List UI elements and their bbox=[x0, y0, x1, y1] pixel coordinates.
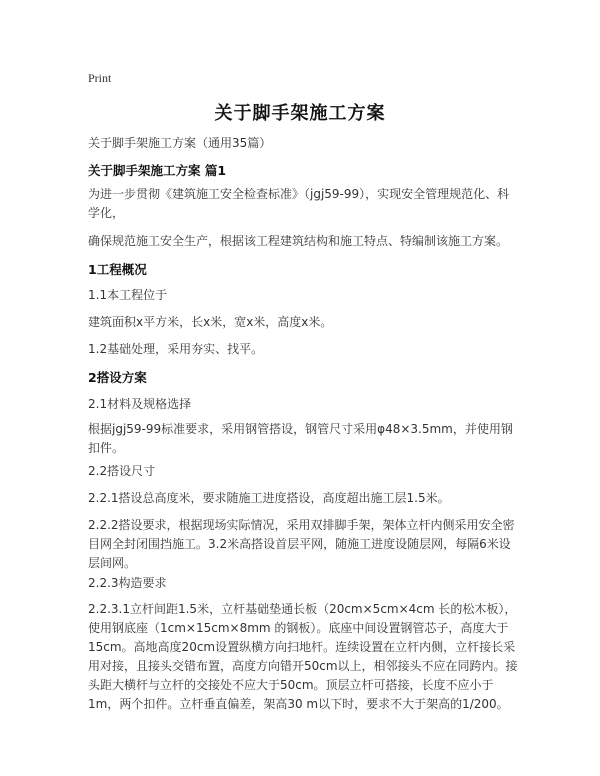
paragraph-purpose: 确保规范施工安全生产，根据该工程建筑结构和施工特点、特编制该施工方案。 bbox=[88, 234, 509, 248]
paragraph-area: 建筑面积x平方米，长x米，宽x米，高度x米。 bbox=[88, 315, 333, 329]
paragraph-2-2-2: 2.2.2搭设要求，根据现场实际情况，采用双排脚手架，架体立杆内侧采用安全密目网全封闭围挡施工。3.2米高搭设首层平网，随施工进度设随层网，每隔6米设层间网。 bbox=[88, 518, 515, 570]
paragraph-1-1: 1.1本工程位于 bbox=[88, 288, 168, 302]
paragraph-intro: 为进一步贯彻《建筑施工安全检查标准》（jgj59-99），实现安全管理规范化、科学化， bbox=[88, 187, 510, 220]
section-heading-1: 1工程概况 bbox=[88, 262, 147, 277]
section-heading-2: 2搭设方案 bbox=[88, 370, 147, 385]
chapter-heading: 关于脚手架施工方案 篇1 bbox=[88, 163, 227, 178]
paragraph-2-2-3: 2.2.3构造要求 bbox=[88, 576, 167, 590]
paragraph-materials: 根据jgj59-99标准要求，采用钢管搭设，钢管尺寸采用φ48×3.5mm，并使用钢扣件。 bbox=[88, 422, 513, 455]
paragraph-2-2: 2.2搭设尺寸 bbox=[88, 464, 156, 478]
paragraph-2-2-1: 2.2.1搭设总高度米，要求随施工进度搭设，高度超出施工层1.5米。 bbox=[88, 491, 450, 505]
paragraph-2-2-3-1: 2.2.3.1立杆间距1.5米，立杆基础垫通长板（20cm×5cm×4cm 长的松木板），使用钢底座（1cm×15cm×8mm 的钢板）。底座中间设置钢管芯子，高度大于15cm。高地高度20cm设置纵横方向扫地杆。连续设置在立杆内侧，立杆接长采用对接，且接头交错布置，高度方向错开50cm以上，相邻接头不应在同跨内。接头距大横杆与立杆的交接处不应大于50cm。顶层立杆可搭接，长度不应小于1m，两个扣件。立杆垂直偏差，架高30 m以下时，要求不大于架高的1/200。 bbox=[88, 602, 518, 711]
subtitle: 关于脚手架施工方案（通用35篇） bbox=[88, 136, 272, 150]
paragraph-2-1: 2.1材料及规格选择 bbox=[88, 397, 192, 411]
document-title: 关于脚手架施工方案 bbox=[214, 103, 386, 124]
print-link[interactable]: Print bbox=[88, 71, 112, 85]
paragraph-1-2: 1.2基础处理，采用夯实、找平。 bbox=[88, 342, 264, 356]
